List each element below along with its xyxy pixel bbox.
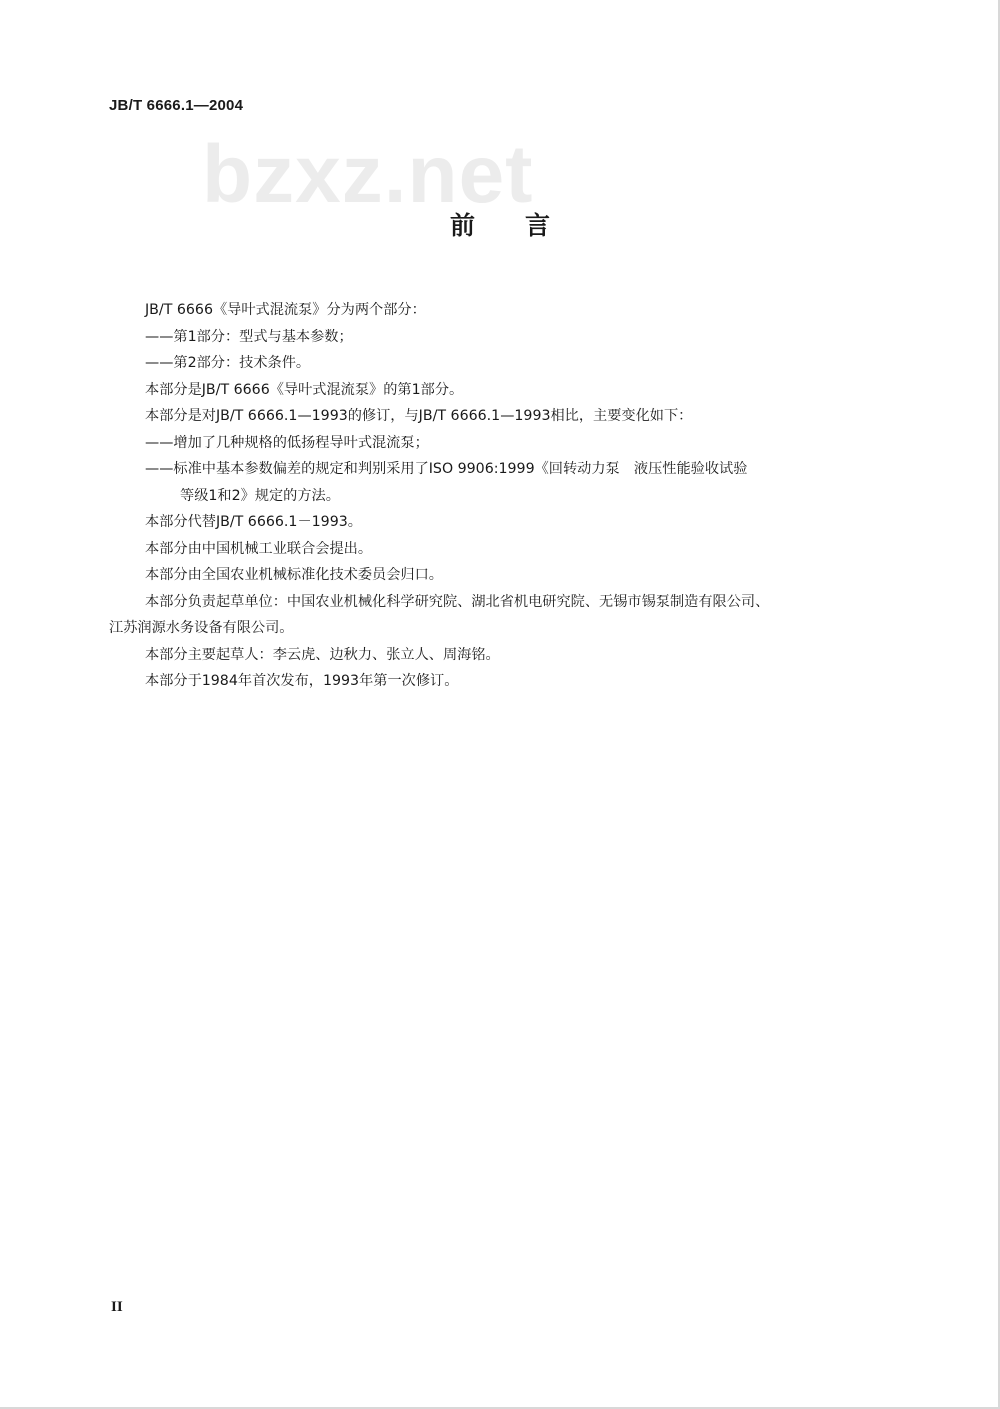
list-item-part1: ——第1部分：型式与基本参数； — [145, 328, 353, 345]
watermark: bzxz.net — [202, 129, 534, 220]
page-number: II — [111, 1299, 123, 1315]
paragraph-history: 本部分于1984年首次发布，1993年第一次修订。 — [145, 673, 459, 689]
list-item-part2: ——第2部分：技术条件。 — [145, 355, 311, 371]
paragraph-this-part: 本部分是JB/T 6666《导叶式混流泵》的第1部分。 — [145, 381, 464, 398]
list-item-change2-continued: 等级1和2》规定的方法。 — [180, 487, 340, 504]
page-title: 前言 — [449, 211, 600, 240]
standard-code: JB/T 6666.1—2004 — [109, 97, 244, 114]
foreword-body — [109, 297, 909, 695]
paragraph-centralized-by: 本部分由全国农业机械标准化技术委员会归口。 — [145, 567, 443, 583]
paragraph-revision: 本部分是对JB/T 6666.1—1993的修订，与JB/T 6666.1—1993相比，主要变化如下： — [145, 408, 693, 424]
list-item-change2: ——标准中基本参数偏差的规定和判别采用了ISO 9906:1999《回转动力泵 液压性能验收试验 — [145, 461, 748, 477]
paragraph-parts-intro: JB/T 6666《导叶式混流泵》分为两个部分： — [145, 302, 426, 318]
paragraph-replaces: 本部分代替JB/T 6666.1－1993。 — [145, 514, 362, 530]
paragraph-drafting-units-continued: 江苏润源水务设备有限公司。 — [109, 620, 294, 636]
paragraph-proposed-by: 本部分由中国机械工业联合会提出。 — [145, 540, 373, 557]
list-item-change1: ——增加了几种规格的低扬程导叶式混流泵； — [145, 434, 429, 451]
paragraph-drafters: 本部分主要起草人：李云虎、边秋力、张立人、周海铭。 — [145, 646, 500, 663]
paragraph-drafting-units: 本部分负责起草单位：中国农业机械化科学研究院、湖北省机电研究院、无锡市锡泵制造有限公司、 — [145, 593, 770, 610]
